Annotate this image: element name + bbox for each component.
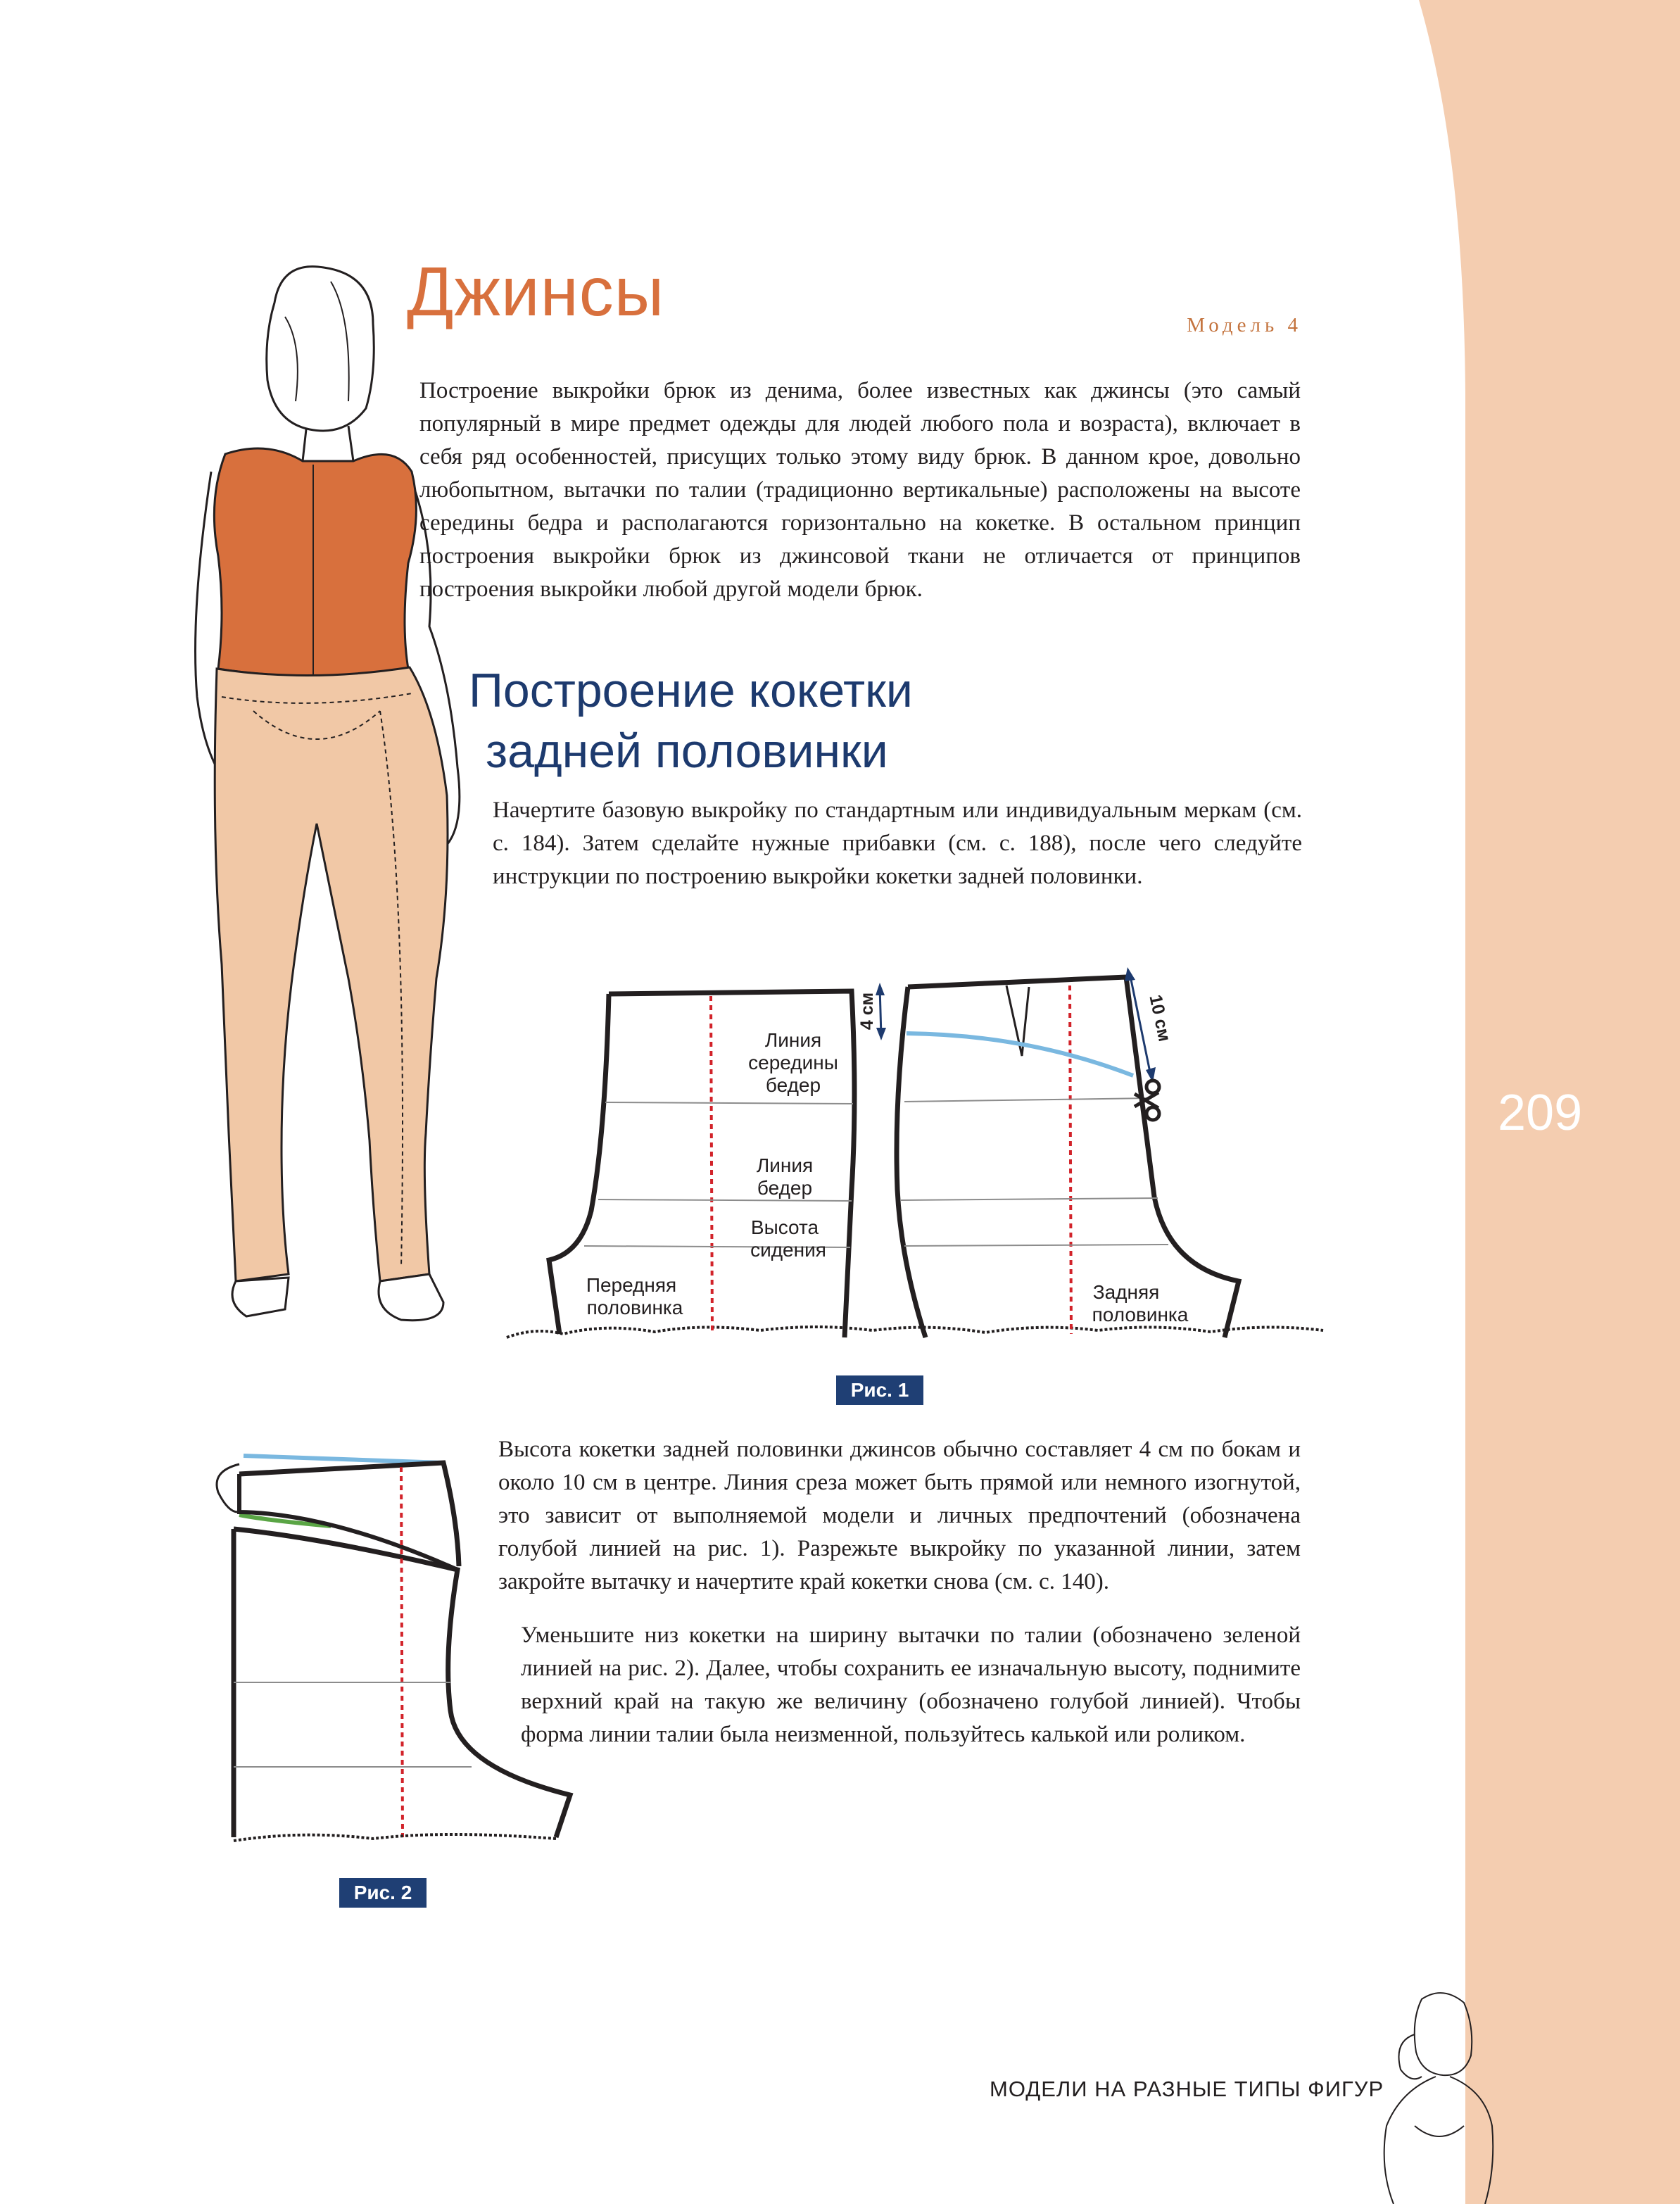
cut-line xyxy=(907,1033,1133,1076)
intro-paragraph: Построение выкройки брюк из денима, более известных как джинсы (это самый популярный в мире предмет одежды для людей любого пола и возраста), включает в себя ряд особенностей, присущих только этому виду брюк. В данном крое, довольно любопытном, вытачки по талии (традиционно вертикальные) расположены на высоте середины бедра и располагаются горизонтально на кокетке. В остальном принцип построения выкройки брюк из джинсовой ткани не отличается от принципов построения выкройки любой другой модели брюк. xyxy=(419,378,1301,602)
back-half-outline xyxy=(908,977,1239,1337)
section-heading-line1: Построение кокетки xyxy=(469,664,913,717)
page-title: Джинсы xyxy=(407,253,665,330)
label-seat-height-2: сидения xyxy=(750,1239,826,1261)
dimension-center-10cm: 10 см xyxy=(1145,993,1175,1044)
figure2-badge: Рис. 2 xyxy=(339,1878,427,1908)
label-back-half-2: половинка xyxy=(1092,1304,1189,1325)
footer-section-title: МОДЕЛИ НА РАЗНЫЕ ТИПЫ ФИГУР xyxy=(990,2077,1384,2101)
label-front-half-1: Передняя xyxy=(586,1274,677,1296)
label-hip-line-2: бедер xyxy=(757,1177,813,1199)
section-heading-line2: задней половинки xyxy=(486,724,888,778)
label-seat-height-1: Высота xyxy=(750,1216,819,1238)
label-front-half-2: половинка xyxy=(586,1297,683,1318)
section-paragraph: Начертите базовую выкройку по стандартным или индивидуальным меркам (см. с. 184). Затем сделайте нужные прибавки (см. с. 188), после чего следуйте инструкции по построению выкройки кокетки задней половинки. xyxy=(493,798,1302,889)
label-hip-line-1: Линия xyxy=(756,1154,814,1176)
label-mid-hip-line-3: бедер xyxy=(765,1074,821,1096)
label-back-half-1: Задняя xyxy=(1092,1281,1160,1303)
model-label: Модель 4 xyxy=(1187,314,1302,336)
yoke-height-paragraph: Высота кокетки задней половинки джинсов обычно составляет 4 см по бокам и около 10 см в центре. Линия среза может быть прямой или немного изогнутой, это зависит от выполняемой модели и личных предпочтений (обозначена голубой линией на рис. 1). Разрежьте выкройку по указанной линии, затем закройте вытачку и начертите край кокетки снова (см. с. 140). xyxy=(498,1437,1301,1594)
page-number: 209 xyxy=(1498,1085,1583,1141)
label-mid-hip-line-2: середины xyxy=(748,1052,838,1073)
label-mid-hip-line-1: Линия xyxy=(764,1029,822,1051)
footer-woman-sketch xyxy=(1372,1985,1499,2204)
yoke-adjust-paragraph: Уменьшите низ кокетки на ширину вытачки по талии (обозначено зеленой линией на рис. 2). Далее, чтобы сохранить ее изначальную высоту, поднимите верхний край на такую же величину (обозначено голубой линией). Чтобы форма линии талии была неизменной, пользуйтесь калькой или роликом. xyxy=(521,1623,1301,1747)
dimension-side-4cm: 4 см xyxy=(857,992,878,1031)
figure1-badge: Рис. 1 xyxy=(836,1375,923,1405)
